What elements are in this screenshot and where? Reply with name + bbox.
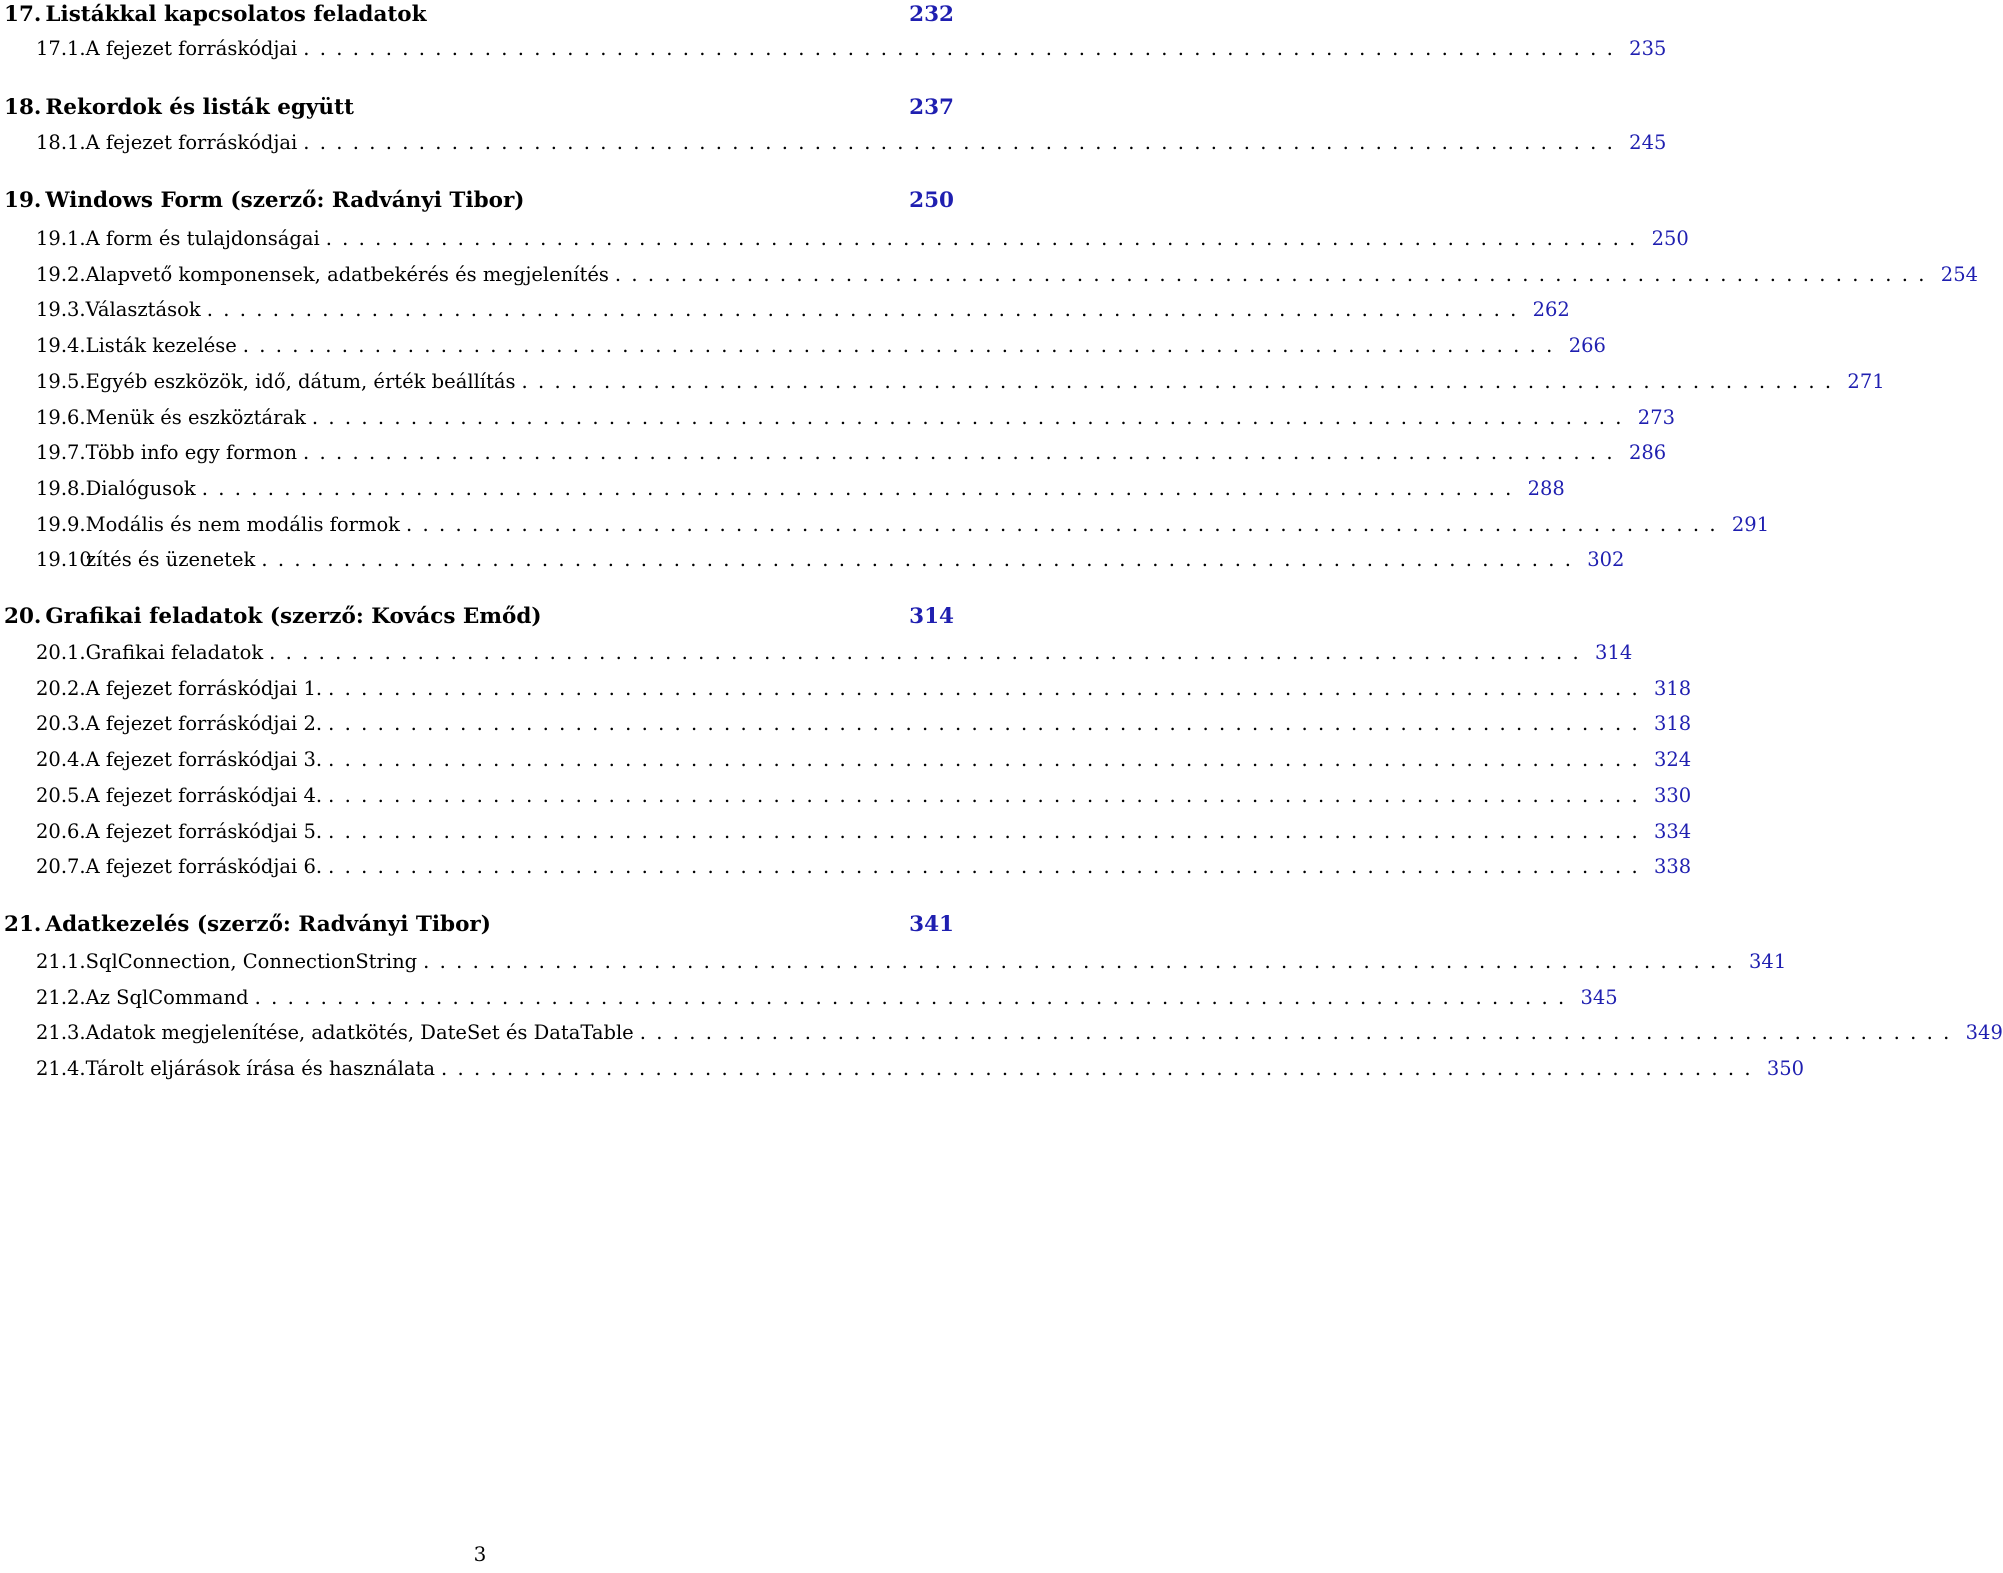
entry-page-link[interactable]: 345 xyxy=(1580,985,1618,1009)
toc-entry[interactable] xyxy=(36,295,1570,323)
entry-number: 20.1. xyxy=(36,640,86,664)
chapter-page-link[interactable]: 232 xyxy=(909,1,954,27)
entry-page-link[interactable]: 271 xyxy=(1847,369,1885,393)
leader-dots: ................................................................................ xyxy=(328,819,1648,843)
chapter-page-link[interactable]: 250 xyxy=(909,187,954,213)
entry-number: 20.4. xyxy=(36,747,86,771)
entry-page-link[interactable]: 334 xyxy=(1653,819,1692,843)
entry-number: 20.2. xyxy=(36,676,86,700)
leader-dots: ................................................................................ xyxy=(614,262,1935,286)
entry-number: 17.1. xyxy=(36,36,86,60)
entry-number: 19.7. xyxy=(36,440,86,464)
toc-entry[interactable] xyxy=(36,34,1667,62)
entry-title: A fejezet forráskódjai xyxy=(85,130,298,154)
entry-title: A form és tulajdonságai xyxy=(85,226,320,250)
entry-title: Menük és eszköztárak xyxy=(85,405,306,429)
entry-title: Tárolt eljárások írása és használata xyxy=(85,1056,435,1080)
entry-title: A fejezet forráskódjai 2. xyxy=(85,711,323,735)
toc-chapter[interactable] xyxy=(4,602,954,630)
entry-number: 20.7. xyxy=(36,854,86,878)
toc-chapter[interactable] xyxy=(4,93,954,121)
entry-title: Egyéb eszközök, idő, dátum, érték beállítás xyxy=(85,369,516,393)
entry-page-link[interactable]: 318 xyxy=(1653,676,1692,700)
entry-number: 18.1. xyxy=(36,130,86,154)
entry-title: Modális és nem modális formok xyxy=(85,512,400,536)
leader-dots: ................................................................................ xyxy=(242,333,1563,357)
chapter-title: Listákkal kapcsolatos feladatok xyxy=(45,1,427,27)
chapter-number: 21. xyxy=(4,911,42,937)
entry-page-link[interactable]: 349 xyxy=(1965,1020,2003,1044)
entry-title: A fejezet forráskódjai 1. xyxy=(85,676,323,700)
leader-dots: ................................................................................ xyxy=(254,985,1575,1009)
entry-title: Adatok megjelenítése, adatkötés, DateSet és DataTable xyxy=(85,1020,634,1044)
leader-dots: ................................................................................ xyxy=(261,547,1582,571)
chapter-title: Grafikai feladatok (szerző: Kovács Emőd) xyxy=(45,603,542,629)
entry-page-link[interactable]: 324 xyxy=(1653,747,1692,771)
toc-entry[interactable] xyxy=(36,510,1770,538)
chapter-number: 19. xyxy=(4,187,42,213)
leader-dots: ................................................................................ xyxy=(521,369,1842,393)
entry-title: A fejezet forráskódjai 5. xyxy=(85,819,323,843)
leader-dots: ................................................................................ xyxy=(406,512,1726,536)
chapter-title: Rekordok és listák együtt xyxy=(45,94,354,120)
entry-title: Választások xyxy=(85,297,201,321)
entry-number: 20.5. xyxy=(36,783,86,807)
toc-entry[interactable] xyxy=(36,545,1625,573)
toc-entry[interactable] xyxy=(36,852,1692,880)
entry-title: A fejezet forráskódjai xyxy=(85,36,298,60)
toc-entry[interactable] xyxy=(36,438,1667,466)
entry-page-link[interactable]: 273 xyxy=(1637,405,1676,429)
chapter-title: Adatkezelés (szerző: Radványi Tibor) xyxy=(45,911,491,937)
chapter-number: 18. xyxy=(4,94,42,120)
leader-dots: ................................................................................ xyxy=(325,226,1646,250)
entry-page-link[interactable]: 291 xyxy=(1731,512,1770,536)
leader-dots: ................................................................................ xyxy=(328,676,1648,700)
toc-chapter[interactable] xyxy=(4,910,954,938)
entry-number: 19.5. xyxy=(36,369,86,393)
entry-page-link[interactable]: 262 xyxy=(1532,297,1570,321)
entry-page-link[interactable]: 318 xyxy=(1653,711,1692,735)
entry-title: A fejezet forráskódjai 6. xyxy=(85,854,323,878)
leader-dots: ................................................................................ xyxy=(328,747,1648,771)
toc-entry[interactable] xyxy=(36,781,1692,809)
entry-page-link[interactable]: 350 xyxy=(1766,1056,1805,1080)
chapter-page-link[interactable]: 314 xyxy=(909,603,954,629)
entry-title: Az SqlCommand xyxy=(85,985,249,1009)
entry-number: 19.2. xyxy=(36,262,86,286)
leader-dots: ................................................................................ xyxy=(423,949,1744,973)
leader-dots: ................................................................................ xyxy=(328,783,1648,807)
entry-page-link[interactable]: 302 xyxy=(1587,547,1625,571)
entry-page-link[interactable]: 250 xyxy=(1651,226,1689,250)
entry-number: 20.6. xyxy=(36,819,86,843)
entry-title: A fejezet forráskódjai 4. xyxy=(85,783,323,807)
leader-dots: ................................................................................ xyxy=(639,1020,1960,1044)
leader-dots: ................................................................................ xyxy=(303,440,1623,464)
toc-entry[interactable] xyxy=(36,638,1633,666)
entry-title: SqlConnection, ConnectionString xyxy=(85,949,418,973)
toc-entry[interactable] xyxy=(36,745,1692,773)
toc-chapter[interactable] xyxy=(4,0,954,28)
toc-entry[interactable] xyxy=(36,674,1692,702)
entry-number: 19.8. xyxy=(36,476,86,500)
entry-page-link[interactable]: 288 xyxy=(1527,476,1565,500)
chapter-page-link[interactable]: 341 xyxy=(909,911,954,937)
entry-number: 19.1. xyxy=(36,226,86,250)
toc-entry[interactable] xyxy=(36,403,1676,431)
toc-entry[interactable] xyxy=(36,260,1979,288)
leader-dots: ................................................................................ xyxy=(328,711,1648,735)
toc-entry[interactable] xyxy=(36,947,1787,975)
toc-entry[interactable] xyxy=(36,224,1689,252)
entry-number: 19.4. xyxy=(36,333,86,357)
leader-dots: ................................................................................ xyxy=(206,297,1527,321)
toc-entry[interactable] xyxy=(36,709,1692,737)
entry-page-link[interactable]: 314 xyxy=(1595,640,1633,664)
toc-entry[interactable] xyxy=(36,331,1606,359)
entry-page-link[interactable]: 341 xyxy=(1749,949,1787,973)
entry-title: Alapvető komponensek, adatbekérés és megjelenítés xyxy=(85,262,609,286)
entry-number: 21.4. xyxy=(36,1056,86,1080)
entry-title: Dialógusok xyxy=(85,476,196,500)
entry-page-link[interactable]: 266 xyxy=(1568,333,1606,357)
entry-number: 19.10 xyxy=(36,547,92,571)
entry-title: Több info egy formon xyxy=(85,440,298,464)
leader-dots: ................................................................................ xyxy=(303,36,1624,60)
leader-dots: ................................................................................ xyxy=(328,854,1648,878)
chapter-page-link[interactable]: 237 xyxy=(909,94,954,120)
leader-dots: ................................................................................ xyxy=(269,640,1590,664)
toc-chapter[interactable] xyxy=(4,186,954,214)
toc-entry[interactable] xyxy=(36,474,1565,502)
entry-page-link[interactable]: 330 xyxy=(1653,783,1692,807)
entry-number: 20.3. xyxy=(36,711,86,735)
toc-entry[interactable] xyxy=(36,1018,2003,1046)
leader-dots: ................................................................................ xyxy=(201,476,1522,500)
toc-entry[interactable] xyxy=(36,817,1692,845)
chapter-title: Windows Form (szerző: Radványi Tibor) xyxy=(45,187,525,213)
entry-page-link[interactable]: 245 xyxy=(1629,130,1667,154)
leader-dots: ................................................................................ xyxy=(311,405,1632,429)
entry-page-link[interactable]: 254 xyxy=(1940,262,1979,286)
leader-dots: ................................................................................ xyxy=(303,130,1624,154)
chapter-number: 20. xyxy=(4,603,42,629)
toc-entry[interactable] xyxy=(36,128,1667,156)
entry-number: 21.2. xyxy=(36,985,86,1009)
entry-title: Listák kezelése xyxy=(85,333,237,357)
entry-number: 19.9. xyxy=(36,512,86,536)
entry-page-link[interactable]: 338 xyxy=(1653,854,1692,878)
entry-number: 19.6. xyxy=(36,405,86,429)
toc-entry[interactable] xyxy=(36,1054,1805,1082)
entry-number: 21.3. xyxy=(36,1020,86,1044)
entry-number: 19.3. xyxy=(36,297,86,321)
entry-title: A fejezet forráskódjai 3. xyxy=(85,747,323,771)
chapter-number: 17. xyxy=(4,1,42,27)
entry-page-link[interactable]: 286 xyxy=(1628,440,1667,464)
page-number: 3 xyxy=(473,1542,487,1566)
entry-page-link[interactable]: 235 xyxy=(1629,36,1667,60)
toc-entry[interactable] xyxy=(36,983,1618,1011)
leader-dots: ................................................................................ xyxy=(440,1056,1761,1080)
entry-number: 21.1. xyxy=(36,949,86,973)
entry-title: Grafikai feladatok xyxy=(85,640,264,664)
toc-entry[interactable] xyxy=(36,367,1885,395)
entry-title: zítés és üzenetek xyxy=(85,547,256,571)
